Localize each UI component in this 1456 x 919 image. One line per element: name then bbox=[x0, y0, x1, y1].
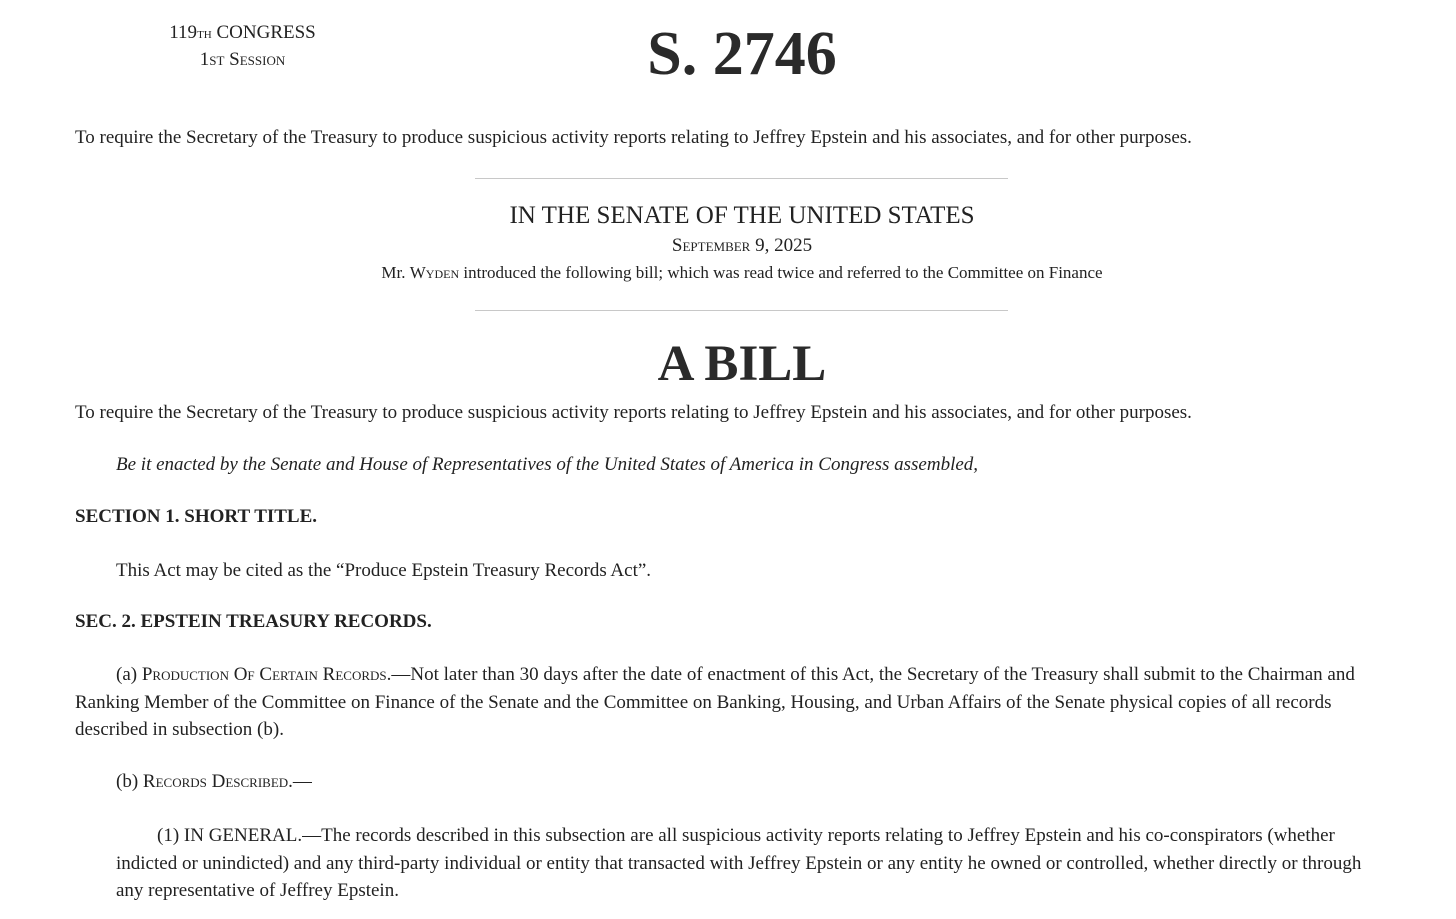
paragraph-1-heading: IN GENERAL.— bbox=[183, 825, 322, 846]
divider-bottom bbox=[475, 310, 1008, 311]
subsection-a-designation: (a) bbox=[116, 664, 138, 685]
subsection-b-heading: Records Described.— bbox=[142, 771, 312, 792]
bill-number: S. 2746 bbox=[647, 20, 837, 88]
bill-title: A BILL bbox=[657, 336, 827, 392]
section-2-heading: SEC. 2. EPSTEIN TREASURY RECORDS. bbox=[75, 611, 432, 632]
subsection-a-text: Not later than 30 days after the date of enactment of this Act, the Secretary of the Treasury shall submit to the Chairman and Ranking Member of the Committee on Finance of the Senate and the Committee on Banking, Housing, and Urban Affairs of the Senate physical copies of all records described in subsection (b). bbox=[75, 664, 1355, 740]
paragraph-1 bbox=[116, 822, 1378, 905]
purpose-summary: To require the Secretary of the Treasury to produce suspicious activity reports relating to Jeffrey Epstein and his associates, and for other purposes. bbox=[75, 127, 1192, 148]
subsection-b-designation: (b) bbox=[116, 771, 139, 792]
introduction-statement bbox=[0, 261, 1456, 285]
sponsor-name: Wyden bbox=[409, 263, 460, 282]
subsection-a bbox=[75, 661, 1375, 744]
paragraph-1-designation: (1) bbox=[157, 825, 180, 846]
section-1-heading: SECTION 1. SHORT TITLE. bbox=[75, 506, 318, 527]
sponsor-prefix: Mr. bbox=[381, 263, 406, 282]
introduction-date: September 9, 2025 bbox=[671, 235, 813, 256]
section-1-text: This Act may be cited as the “Produce Epstein Treasury Records Act”. bbox=[116, 560, 652, 581]
subsection-a-heading: Production Of Certain Records.— bbox=[141, 664, 411, 685]
subsection-b bbox=[75, 768, 1375, 796]
paragraph-1-text: The records described in this subsection are all suspicious activity reports relating to Jeffrey Epstein and his co-conspirators (whether indicted or unindicted) and any third-party individual or entity that transacted with Jeffrey Epstein or any entity he owned or controlled, whether directly or through any representative of Jeffrey Epstein. bbox=[116, 825, 1362, 901]
enacting-clause: Be it enacted by the Senate and House of Representatives of the United States of America in Congress assembled, bbox=[116, 454, 979, 475]
congress-number: 119th CONGRESS bbox=[169, 22, 316, 43]
divider-top bbox=[475, 178, 1008, 179]
session-label: 1st Session bbox=[199, 49, 286, 70]
introduction-text: introduced the following bill; which was read twice and referred to the Committee on Finance bbox=[463, 263, 1103, 282]
bill-purpose: To require the Secretary of the Treasury to produce suspicious activity reports relating to Jeffrey Epstein and his associates, and for other purposes. bbox=[75, 402, 1192, 423]
senate-heading: IN THE SENATE OF THE UNITED STATES bbox=[509, 202, 975, 229]
